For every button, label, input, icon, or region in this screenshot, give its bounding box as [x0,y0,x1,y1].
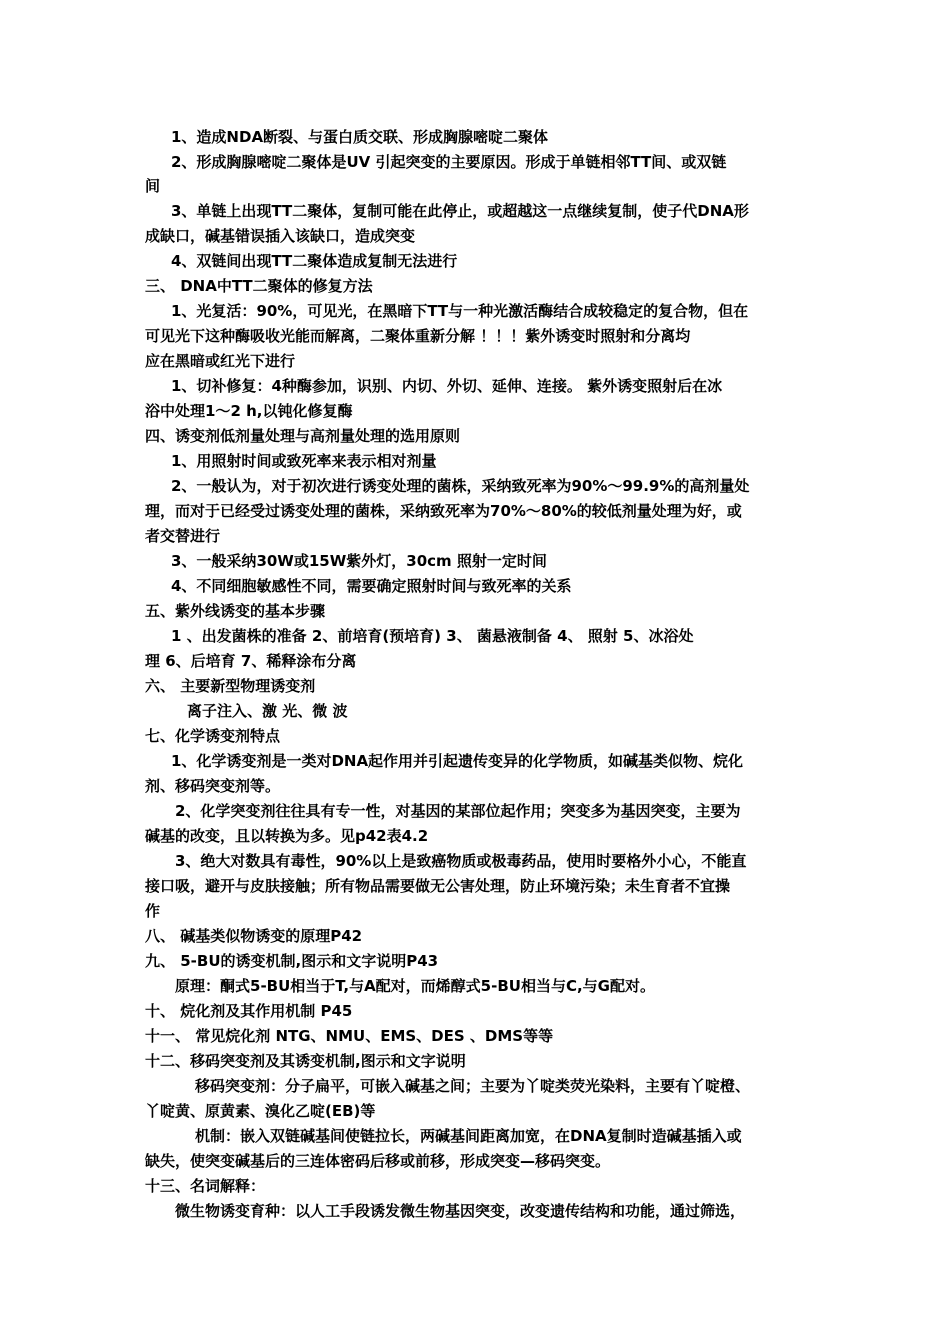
text-line: 2、一般认为，对于初次进行诱变处理的菌株，采纳致死率为90%～99.9%的高剂量处 [171,477,750,495]
section-heading: 十二、移码突变剂及其诱变机制,图示和文字说明 [145,1052,466,1070]
text-line: 成缺口，碱基错误插入该缺口，造成突变 [145,227,416,245]
section-heading: 三、 DNA中TT二聚体的修复方法 [145,277,373,295]
text-line: 1 、出发菌株的准备 2、前培育(预培育) 3、 菌悬液制备 4、 照射 5、冰浴处 [171,627,694,645]
text-line: 作 [145,902,161,920]
section-heading: 七、化学诱变剂特点 [145,727,281,745]
text-line: 可见光下这种酶吸收光能而解离，二聚体重新分解 ！！！紫外诱变时照射和分离均 [145,327,691,345]
text-line: 丫啶黄、原黄素、溴化乙啶(EB)等 [145,1102,376,1120]
text-line: 1、光复活：90%，可见光，在黑暗下TT与一种光激活酶结合成较稳定的复合物，但在 [171,302,749,320]
text-line: 3、一般采纳30W或15W紫外灯，30cm 照射一定时间 [171,552,547,570]
text-line: 者交替进行 [145,527,221,545]
text-line: 1、切补修复：4种酶参加，识别、内切、外切、延伸、连接。 紫外诱变照射后在冰 [171,377,723,395]
section-heading: 四、诱变剂低剂量处理与高剂量处理的选用原则 [145,427,461,445]
text-line: 机制：嵌入双链碱基间使链拉长，两碱基间距离加宽，在DNA复制时造碱基插入或 [195,1127,742,1145]
section-heading: 十一、 常见烷化剂 NTG、NMU、EMS、DES 、DMS等等 [145,1027,554,1045]
text-line: 微生物诱变育种：以人工手段诱发微生物基因突变，改变遗传结构和功能，通过筛选， [175,1202,746,1220]
text-line: 浴中处理1～2 h,以钝化修复酶 [145,402,353,420]
text-line: 2、形成胸腺嘧啶二聚体是UV 引起突变的主要原因。形成于单链相邻TT间、或双链 [171,153,727,171]
text-line: 4、双链间出现TT二聚体造成复制无法进行 [171,252,458,270]
text-line: 原理：酮式5-BU相当于T,与A配对，而烯醇式5-BU相当与C,与G配对。 [175,977,655,995]
text-line: 3、单链上出现TT二聚体，复制可能在此停止，或超越这一点继续复制，使子代DNA形 [171,202,749,220]
text-line: 缺失，使突变碱基后的三连体密码后移或前移，形成突变—移码突变。 [145,1152,611,1170]
text-line: 1、化学诱变剂是一类对DNA起作用并引起遗传变异的化学物质，如碱基类似物、烷化 [171,752,744,770]
text-line: 接口吸，避开与皮肤接触；所有物品需要做无公害处理，防止环境污染；未生育者不宜操 [145,877,731,895]
text-line: 间 [145,177,161,195]
text-line: 4、不同细胞敏感性不同，需要确定照射时间与致死率的关系 [171,577,572,595]
text-line: 离子注入、激 光、微 波 [187,702,348,720]
text-line: 移码突变剂：分子扁平，可嵌入碱基之间；主要为丫啶类荧光染料，主要有丫啶橙、 [195,1077,751,1095]
text-line: 理，而对于已经受过诱变处理的菌株，采纳致死率为70%～80%的较低剂量处理为好，或 [145,502,742,520]
section-heading: 十、 烷化剂及其作用机制 P45 [145,1002,353,1020]
section-heading: 八、 碱基类似物诱变的原理P42 [145,927,363,945]
text-line: 理 6、后培育 7、稀释涂布分离 [145,652,357,670]
section-heading: 六、 主要新型物理诱变剂 [145,677,316,695]
text-line: 2、化学突变剂往往具有专一性，对基因的某部位起作用；突变多为基因突变，主要为 [175,802,741,820]
text-line: 1、用照射时间或致死率来表示相对剂量 [171,452,437,470]
section-heading: 十三、名词解释： [145,1177,266,1195]
section-heading: 五、紫外线诱变的基本步骤 [145,602,326,620]
text-line: 应在黑暗或红光下进行 [145,352,296,370]
text-line: 剂、移码突变剂等。 [145,777,281,795]
section-heading: 九、 5-BU的诱变机制,图示和文字说明P43 [145,952,439,970]
text-line: 1、造成NDA断裂、与蛋白质交联、形成胸腺嘧啶二聚体 [171,128,549,146]
text-line: 碱基的改变，且以转换为多。见p42表4.2 [145,827,429,845]
text-line: 3、绝大对数具有毒性，90%以上是致癌物质或极毒药品，使用时要格外小心，不能直 [175,852,747,870]
